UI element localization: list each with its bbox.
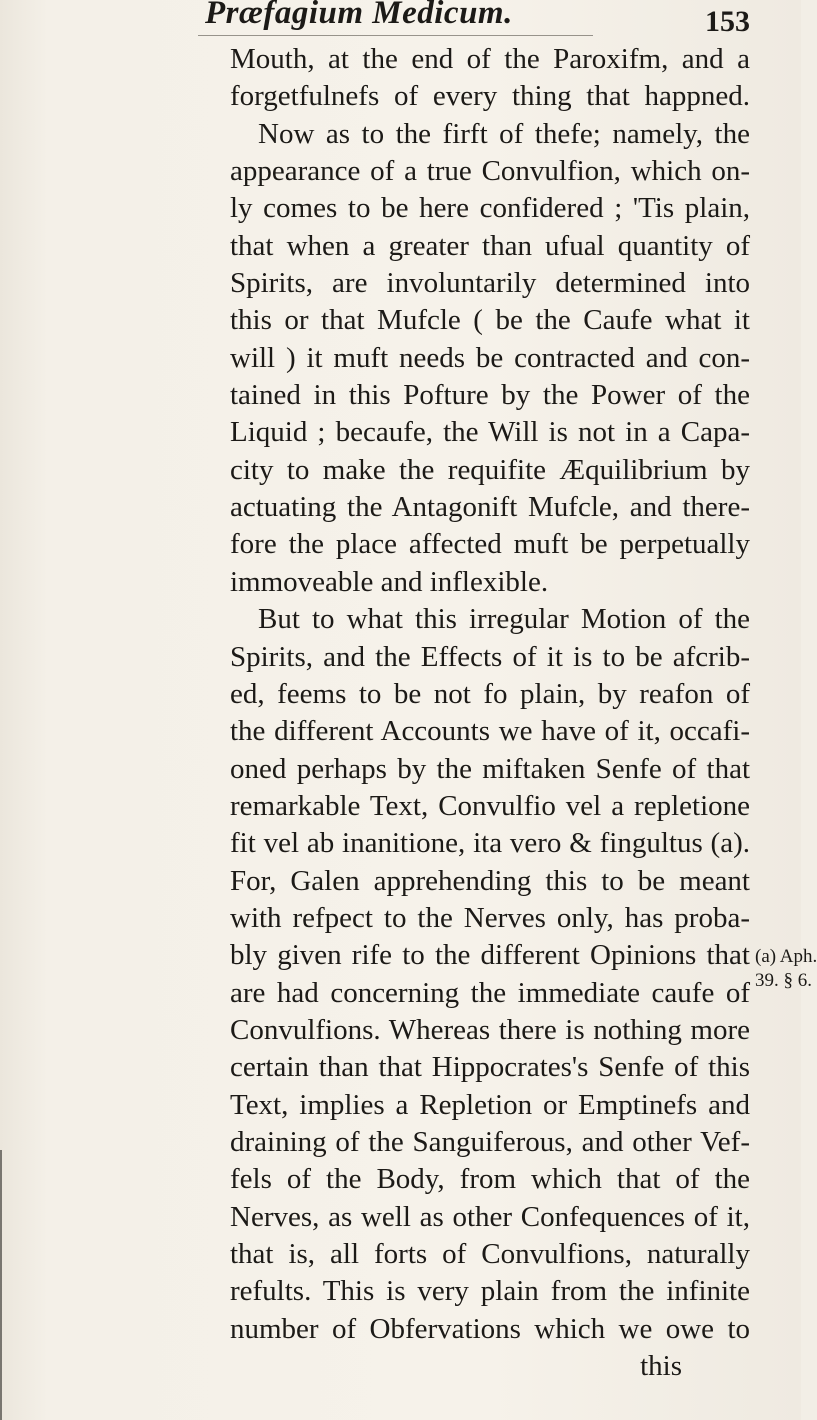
text-line: But to what this irregular Motion of the (258, 603, 750, 636)
text-line: city to make the requifite Æquilibrium by (230, 453, 750, 486)
text-line: ed, feems to be not fo plain, by reafon of (230, 677, 750, 710)
text-line: with refpect to the Nerves only, has proba- (230, 901, 750, 934)
text-line: Mouth, at the end of the Paroxifm, and a (230, 43, 750, 75)
text-line: appearance of a true Convulfion, which on- (230, 155, 750, 188)
text-line: Spirits, and the Effects of it is to be afcrib- (230, 640, 750, 673)
text-line: immoveable and inflexible. (230, 565, 549, 598)
margin-note-line: 39. § 6. (755, 970, 812, 991)
text-line: the different Accounts we have of it, occafi- (230, 715, 750, 748)
text-line: refults. This is very plain from the infinite (230, 1275, 750, 1308)
catchword: this (640, 1350, 682, 1383)
text-line: draining of the Sanguiferous, and other Vef- (230, 1125, 750, 1158)
margin-note-line: (a) Aph. (755, 946, 817, 967)
text-line: that is, all forts of Convulfions, naturally (230, 1238, 750, 1270)
text-line: fels of the Body, from which that of the (230, 1163, 750, 1196)
text-line: forgetfulnefs of every thing that happned. (230, 80, 750, 113)
text-line: actuating the Antagonift Mufcle, and there- (230, 491, 750, 524)
text-line: Now as to the firft of thefe; namely, the (258, 117, 750, 150)
text-line: remarkable Text, Convulfio vel a repletione (230, 789, 750, 822)
text-line: number of Obfervations which we owe to (230, 1312, 750, 1345)
text-line: For, Galen apprehending this to be meant (230, 864, 750, 897)
text-line: this or that Mufcle ( be the Caufe what it (230, 304, 750, 337)
text-line: tained in this Pofture by the Power of the (230, 379, 750, 412)
binding-edge-line (0, 1150, 2, 1420)
text-line: ly comes to be here confidered ; 'Tis plain, (230, 192, 750, 225)
text-line: Liquid ; becaufe, the Will is not in a Capa- (230, 416, 750, 449)
running-header: Præfagium Medicum. (205, 0, 513, 31)
text-line: fore the place affected muft be perpetually (230, 528, 750, 561)
text-line: Nerves, as well as other Confequences of it, (230, 1200, 750, 1233)
text-line: oned perhaps by the miftaken Senfe of that (230, 752, 750, 785)
header-rule (198, 35, 593, 36)
text-line: Spirits, are involuntarily determined into (230, 267, 750, 300)
text-line: fit vel ab inanitione, ita vero & fingultus (a). (230, 827, 750, 860)
text-line: certain than that Hippocrates's Senfe of this (230, 1051, 750, 1084)
text-line: will ) it muft needs be contracted and con- (230, 341, 750, 374)
text-line: bly given rife to the different Opinions that (230, 939, 750, 972)
text-line: Convulfions. Whereas there is nothing more (230, 1013, 750, 1046)
margin-note (755, 945, 817, 993)
text-line: Text, implies a Repletion or Emptinefs and (230, 1088, 750, 1121)
body-text (230, 41, 750, 1385)
page-number: 153 (705, 5, 750, 38)
text-line: are had concerning the immediate caufe of (230, 976, 750, 1009)
text-line: that when a greater than ufual quantity of (230, 229, 750, 262)
